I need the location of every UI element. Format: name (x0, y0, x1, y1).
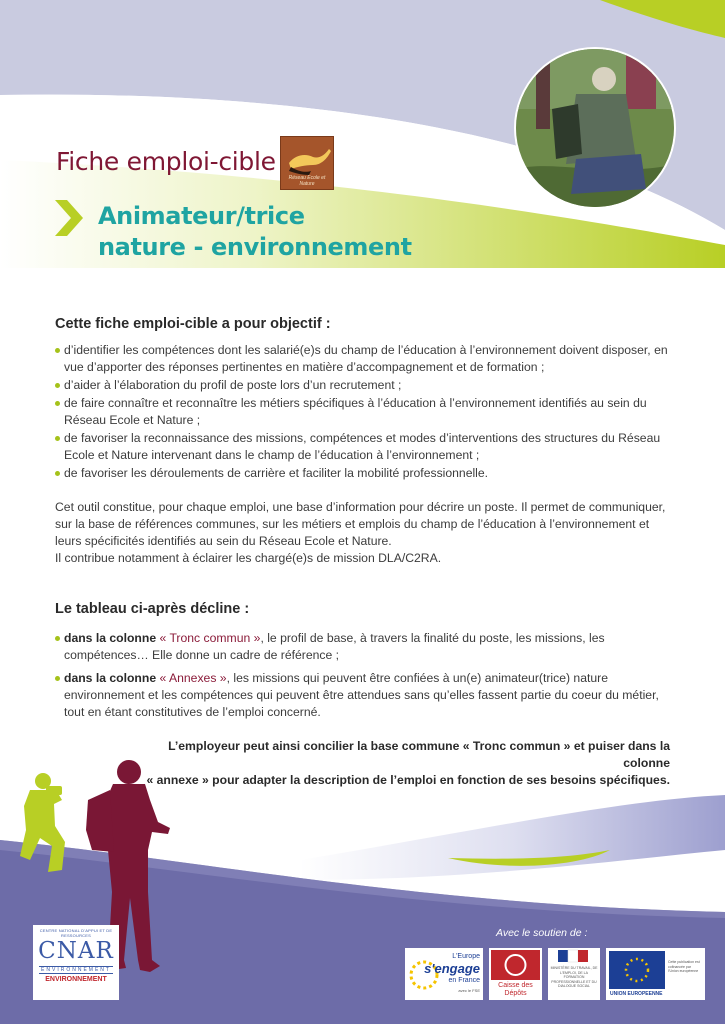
ue-label: UNION EUROPEENNE (610, 991, 663, 997)
cdc-emblem-icon (489, 948, 542, 982)
soutien-label: Avec le soutien de : (496, 927, 588, 939)
objective-list (55, 342, 673, 482)
eu-flag-icon (609, 951, 665, 991)
objective-section (55, 342, 673, 567)
list-item (55, 670, 673, 721)
tronc-commun-highlight: « Tronc commun » (159, 631, 261, 645)
europe-t4: avec le FSE (458, 988, 480, 993)
ministere-text: MINISTÈRE DU TRAVAIL, DE L'EMPLOI, DE LA FORMATION PROFESSIONNELLE ET DU DIALOGUE SOCIAL (550, 966, 598, 988)
caisse-depots-logo (489, 948, 542, 1000)
marianne-flag-icon (548, 948, 600, 964)
intro-paragraph: Cet outil constitue, pour chaque emploi, une base d’information pour décrire un poste. Il permet de communiquer, sur la base de références communes, sur les métiers et emplois du champ de l’éducation à l’environnement et leurs spécificités identifiés au sein du Réseau Ecole et Nature. (55, 500, 666, 548)
objective-heading: Cette fiche emploi-cible a pour objectif : (55, 316, 331, 332)
job-title-line1: Animateur/trice (98, 202, 305, 230)
cnar-name: CNAR (38, 938, 114, 964)
list-item: d’identifier les compétences dont les salarié(e)s du champ de l’éducation à l’environnement doivent disposer, en vue d’apporter des réponses pertinentes en matière d’accompagnement et de formation ; (55, 342, 673, 376)
europe-sengage-logo (405, 948, 483, 1000)
europe-t3: en France (448, 977, 480, 984)
cnar-env-label: ENVIRONNEMENT (45, 976, 107, 983)
table-heading: Le tableau ci-après décline : (55, 601, 250, 617)
item-lead: dans la colonne (64, 631, 157, 645)
list-item: de faire connaître et reconnaître les métiers spécifiques à l’éducation à l’environnement identifiés au sein du Réseau Ecole et Nature ; (55, 395, 673, 429)
europe-t1: L'Europe (452, 953, 480, 960)
annexes-highlight: « Annexes » (159, 671, 227, 685)
bottom-lavender-wave (300, 795, 725, 880)
logo-text: Réseau Ecole et Nature (288, 175, 326, 187)
table-intro-section (55, 630, 673, 722)
union-europeenne-logo (606, 948, 705, 1000)
columns-list (55, 630, 673, 721)
list-item: d’aider à l’élaboration du profil de poste lors d’un recrutement ; (55, 377, 673, 394)
header-photo (514, 47, 676, 209)
closing-statement (120, 738, 670, 789)
chevron-right-icon (55, 200, 85, 236)
ue-note: Cette publication est cofinancée par l'Union européenne (668, 960, 700, 973)
cnar-small-text: CENTRE NATIONAL D'APPUI ET DE RESSOURCES (39, 928, 113, 938)
list-item (55, 630, 673, 664)
fiche-title: Fiche emploi-cible (56, 147, 276, 176)
item-text: , les missions qui peuvent être confiées à un(e) animateur(trice) nature environnement et les compétences qui peuvent être attendues sans qu’elles fassent partie du coeur du métier, tout en étant constitutives de l’emploi concerné. (64, 671, 659, 719)
list-item: de favoriser les déroulements de carrière et faciliter la mobilité professionnelle. (55, 465, 673, 482)
job-title (98, 201, 412, 263)
reseau-ecole-nature-logo (280, 136, 334, 190)
europe-t2: s'engage (424, 961, 480, 976)
item-lead: dans la colonne (64, 671, 157, 685)
cnar-logo (33, 925, 119, 1000)
closing-line2: « annexe » pour adapter la description de l’emploi en fonction de ses besoins spécifiques. (146, 773, 670, 787)
marten-logo-icon (281, 137, 335, 179)
closing-line1: L’employeur peut ainsi concilier la base commune « Tronc commun » et puiser dans la colonne (168, 739, 670, 770)
republique-francaise-logo (548, 948, 600, 1000)
hiker-photo-image (516, 49, 676, 209)
cdc-text: Caisse des Dépôts (498, 982, 533, 997)
list-item: de favoriser la reconnaissance des missions, compétences et modes d’interventions des structures du Réseau Ecole et Nature intervenant dans le champ de l’éducation à l’environnement ; (55, 430, 673, 464)
dla-paragraph: Il contribue notamment à éclairer les chargé(e)s de mission DLA/C2RA. (55, 551, 442, 565)
job-title-line2: nature - environnement (98, 233, 412, 261)
cnar-env-line: ENVIRONNEMENT (39, 966, 113, 974)
item-text: , le profil de base, à travers la finalité du poste, les missions, les compétences… Elle donne un cadre de référence ; (64, 631, 605, 662)
